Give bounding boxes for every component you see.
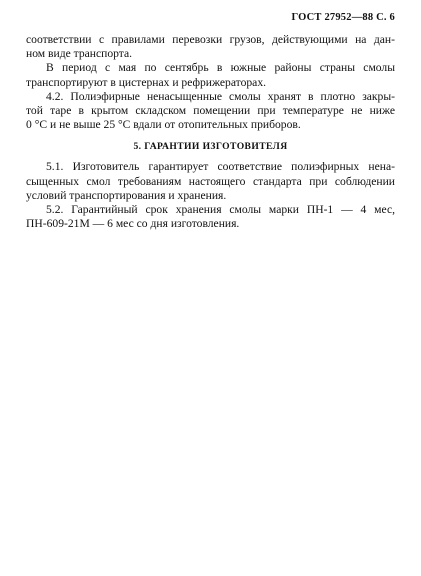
text-line: той таре в крытом складском помещении при температуре не ниже [26,104,395,118]
page-header: ГОСТ 27952—88 С. 6 [291,12,395,23]
paragraph-southern-regions [26,61,395,89]
text-line: 4.2. Полиэфирные ненасыщенные смолы хранят в плотно закры- [46,89,395,103]
document-page [26,12,395,231]
section-title-guarantees: 5. ГАРАНТИИ ИЗГОТОВИТЕЛЯ [133,141,288,153]
text-line: условий транспортирования и хранения. [26,188,227,202]
text-line: В период с мая по сентябрь в южные районы страны смолы [46,61,395,75]
paragraph-transport-rules [26,33,395,61]
paragraph-5-1-guarantee [26,160,395,203]
text-line: ном виде транспорта. [26,47,133,61]
text-line: сыщенных смол требованиям настоящего стандарта при соблюдении [26,174,395,188]
text-line: соответствии с правилами перевозки грузов, действующими на дан- [26,33,395,46]
paragraph-5-2-shelf-life [26,203,395,231]
text-line: 0 °С и не выше 25 °С вдали от отопительных приборов. [26,118,301,132]
text-line: ПН-609-21М — 6 мес со дня изготовления. [26,217,240,231]
text-line: 5.1. Изготовитель гарантирует соответствие полиэфирных нена- [46,160,395,174]
paragraph-4-2-storage [26,90,395,133]
text-line: 5.2. Гарантийный срок хранения смолы марки ПН-1 — 4 мес, [46,203,395,217]
text-line: транспортируют в цистернах и рефрижераторах. [26,75,267,89]
